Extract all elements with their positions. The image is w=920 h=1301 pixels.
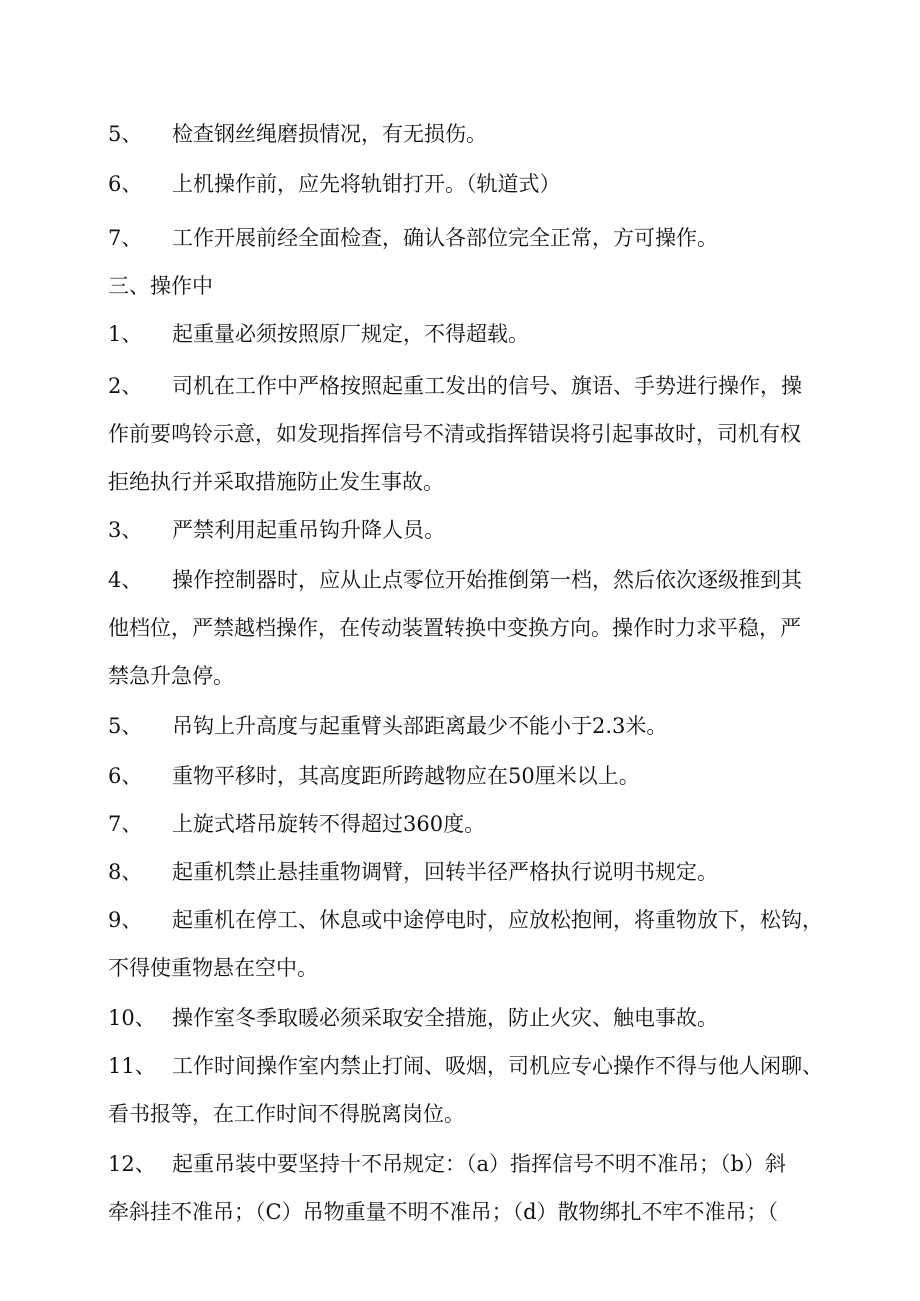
item-text-continuation: 他档位，严禁越档操作，在传动装置转换中变换方向。操作时力求平稳，严	[108, 616, 801, 640]
item-text-continuation: 禁急升急停。	[108, 664, 234, 688]
list-item	[0, 164, 920, 204]
list-item	[0, 706, 920, 746]
item-text: 司机在工作中严格按照起重工发出的信号、旗语、手势进行操作，操	[172, 374, 802, 398]
item-number: 12、	[108, 1152, 156, 1176]
item-number: 4、	[108, 568, 143, 592]
item-text: 工作开展前经全面检查，确认各部位完全正常，方可操作。	[172, 226, 718, 250]
list-item-continuation	[0, 1094, 920, 1134]
list-item-continuation	[0, 414, 920, 454]
item-text: 起重吊装中要坚持十不吊规定：（a）指挥信号不明不准吊；（b）斜	[172, 1152, 786, 1176]
item-text: 重物平移时，其高度距所跨越物应在50厘米以上。	[172, 764, 640, 788]
list-item	[0, 804, 920, 844]
item-number: 6、	[108, 764, 143, 788]
list-item	[0, 998, 920, 1038]
item-text: 工作时间操作室内禁止打闹、吸烟，司机应专心操作不得与他人闲聊、	[172, 1054, 823, 1078]
list-item-continuation	[0, 948, 920, 988]
list-item-continuation	[0, 462, 920, 502]
item-number: 5、	[108, 122, 143, 146]
item-text-continuation: 拒绝执行并采取措施防止发生事故。	[108, 470, 444, 494]
item-text: 起重机在停工、休息或中途停电时，应放松抱闸，将重物放下，松钩，	[172, 908, 823, 932]
item-text: 上旋式塔吊旋转不得超过360度。	[172, 812, 486, 836]
item-number: 9、	[108, 908, 143, 932]
item-number: 6、	[108, 172, 143, 196]
list-item	[0, 1144, 920, 1184]
list-item	[0, 756, 920, 796]
item-text-continuation: 作前要鸣铃示意，如发现指挥信号不清或指挥错误将引起事故时，司机有权	[108, 422, 801, 446]
list-item	[0, 114, 920, 154]
section-heading	[0, 266, 920, 306]
item-text-continuation: 牵斜挂不准吊；（C）吊物重量不明不准吊；（d）散物绑扎不牢不准吊；（	[108, 1200, 779, 1224]
list-item	[0, 560, 920, 600]
item-text: 严禁利用起重吊钩升降人员。	[172, 518, 445, 542]
item-number: 3、	[108, 518, 143, 542]
item-text: 操作室冬季取暖必须采取安全措施，防止火灾、触电事故。	[172, 1006, 718, 1030]
item-text: 起重机禁止悬挂重物调臂，回转半径严格执行说明书规定。	[172, 860, 718, 884]
item-text-continuation: 不得使重物悬在空中。	[108, 956, 318, 980]
list-item	[0, 900, 920, 940]
list-item	[0, 510, 920, 550]
section-heading-text: 三、操作中	[108, 274, 213, 298]
list-item	[0, 1046, 920, 1086]
list-item	[0, 852, 920, 892]
list-item	[0, 366, 920, 406]
list-item-continuation	[0, 608, 920, 648]
item-number: 8、	[108, 860, 143, 884]
item-number: 1、	[108, 322, 143, 346]
item-number: 7、	[108, 226, 143, 250]
item-number: 11、	[108, 1054, 156, 1078]
list-item-continuation	[0, 656, 920, 696]
item-text: 起重量必须按照原厂规定，不得超载。	[172, 322, 529, 346]
item-text: 上机操作前，应先将轨钳打开。（轨道式）	[172, 172, 561, 196]
item-number: 7、	[108, 812, 143, 836]
item-number: 2、	[108, 374, 143, 398]
item-text-continuation: 看书报等，在工作时间不得脱离岗位。	[108, 1102, 465, 1126]
item-number: 5、	[108, 714, 143, 738]
item-number: 10、	[108, 1006, 156, 1030]
list-item	[0, 218, 920, 258]
list-item	[0, 314, 920, 354]
item-text: 吊钩上升高度与起重臂头部距离最少不能小于2.3米。	[172, 714, 668, 738]
item-text: 检查钢丝绳磨损情况，有无损伤。	[172, 122, 487, 146]
list-item-continuation	[0, 1192, 920, 1232]
item-text: 操作控制器时，应从止点零位开始推倒第一档，然后依次逐级推到其	[172, 568, 802, 592]
